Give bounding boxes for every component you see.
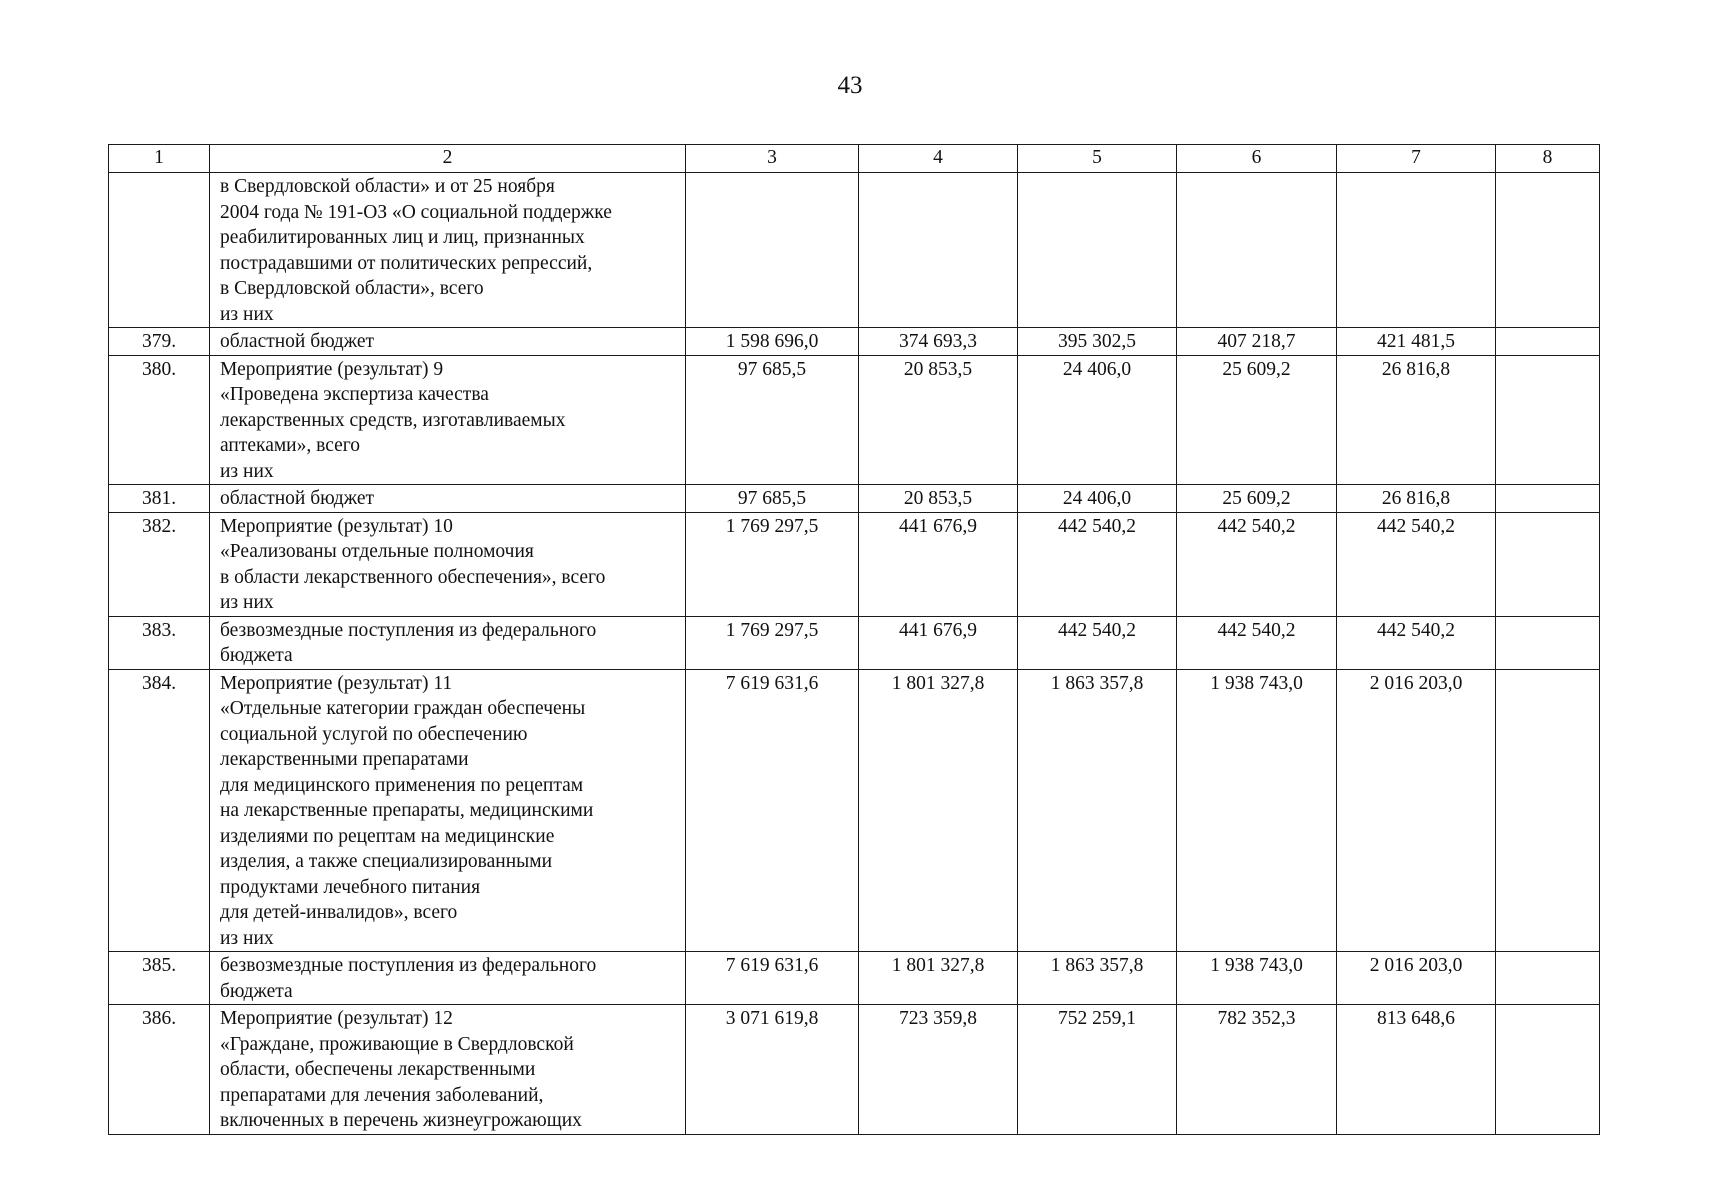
value-col7-cell: 2 016 203,0 [1337, 669, 1496, 952]
value-col7-cell: 813 648,6 [1337, 1005, 1496, 1135]
value-col8-cell [1496, 355, 1600, 485]
value-col6-cell: 25 609,2 [1177, 355, 1337, 485]
table-row [109, 952, 1600, 1005]
value-col3-cell: 7 619 631,6 [686, 669, 859, 952]
value-col6-cell: 1 938 743,0 [1177, 669, 1337, 952]
value-col7-cell [1337, 173, 1496, 328]
description-cell: областной бюджет [210, 485, 686, 513]
value-col6-cell: 25 609,2 [1177, 485, 1337, 513]
page-number: 43 [837, 72, 863, 99]
row-number-cell: 382. [109, 512, 210, 616]
header-cell-6: 6 [1177, 145, 1337, 173]
description-cell: в Свердловской области» и от 25 ноября 2004 года № 191-ОЗ «О социальной поддержке реабилитированных лиц и лиц, признанных пострадавшими от политических репрессий, в Свердловской области», всего из них [210, 173, 686, 328]
value-col4-cell: 1 801 327,8 [859, 952, 1018, 1005]
table-row [109, 512, 1600, 616]
table-row [109, 669, 1600, 952]
budget-table [108, 144, 1600, 1135]
value-col5-cell: 24 406,0 [1018, 355, 1177, 485]
value-col6-cell [1177, 173, 1337, 328]
header-row [109, 145, 1600, 173]
header-cell-8: 8 [1496, 145, 1600, 173]
value-col8-cell [1496, 485, 1600, 513]
row-number-cell [109, 173, 210, 328]
header-cell-2: 2 [210, 145, 686, 173]
row-number-cell: 385. [109, 952, 210, 1005]
value-col3-cell: 1 769 297,5 [686, 512, 859, 616]
value-col6-cell: 782 352,3 [1177, 1005, 1337, 1135]
description-cell: Мероприятие (результат) 9 «Проведена экспертиза качества лекарственных средств, изготавливаемых аптеками», всего из них [210, 355, 686, 485]
value-col7-cell: 421 481,5 [1337, 328, 1496, 356]
value-col4-cell: 1 801 327,8 [859, 669, 1018, 952]
value-col4-cell: 441 676,9 [859, 512, 1018, 616]
value-col3-cell: 1 598 696,0 [686, 328, 859, 356]
header-cell-5: 5 [1018, 145, 1177, 173]
value-col5-cell [1018, 173, 1177, 328]
value-col7-cell: 442 540,2 [1337, 512, 1496, 616]
row-number-cell: 386. [109, 1005, 210, 1135]
value-col3-cell: 97 685,5 [686, 355, 859, 485]
value-col6-cell: 442 540,2 [1177, 512, 1337, 616]
value-col5-cell: 752 259,1 [1018, 1005, 1177, 1135]
description-cell: областной бюджет [210, 328, 686, 356]
table-row [109, 173, 1600, 328]
value-col3-cell [686, 173, 859, 328]
value-col5-cell: 1 863 357,8 [1018, 952, 1177, 1005]
value-col8-cell [1496, 669, 1600, 952]
value-col4-cell: 374 693,3 [859, 328, 1018, 356]
value-col6-cell: 442 540,2 [1177, 616, 1337, 669]
value-col7-cell: 442 540,2 [1337, 616, 1496, 669]
value-col3-cell: 3 071 619,8 [686, 1005, 859, 1135]
description-cell: безвозмездные поступления из федерального бюджета [210, 952, 686, 1005]
table-row [109, 616, 1600, 669]
value-col5-cell: 442 540,2 [1018, 616, 1177, 669]
value-col8-cell [1496, 616, 1600, 669]
value-col4-cell: 20 853,5 [859, 485, 1018, 513]
table-body [109, 173, 1600, 1135]
description-cell: безвозмездные поступления из федерального бюджета [210, 616, 686, 669]
table-row [109, 485, 1600, 513]
value-col7-cell: 26 816,8 [1337, 355, 1496, 485]
table-row [109, 1005, 1600, 1135]
row-number-cell: 383. [109, 616, 210, 669]
value-col4-cell: 723 359,8 [859, 1005, 1018, 1135]
row-number-cell: 381. [109, 485, 210, 513]
header-cell-4: 4 [859, 145, 1018, 173]
value-col4-cell: 441 676,9 [859, 616, 1018, 669]
value-col5-cell: 24 406,0 [1018, 485, 1177, 513]
table-row [109, 355, 1600, 485]
value-col8-cell [1496, 952, 1600, 1005]
row-number-cell: 379. [109, 328, 210, 356]
description-cell: Мероприятие (результат) 11 «Отдельные категории граждан обеспечены социальной услугой по обеспечению лекарственными препаратами для медицинского применения по рецептам на лекарственные препараты, медицинскими изделиями по рецептам на медицинские изделия, а также специализированными продуктами лечебного питания для детей-инвалидов», всего из них [210, 669, 686, 952]
value-col8-cell [1496, 328, 1600, 356]
value-col8-cell [1496, 173, 1600, 328]
row-number-cell: 380. [109, 355, 210, 485]
value-col8-cell [1496, 1005, 1600, 1135]
value-col7-cell: 2 016 203,0 [1337, 952, 1496, 1005]
header-cell-3: 3 [686, 145, 859, 173]
row-number-cell: 384. [109, 669, 210, 952]
header-cell-7: 7 [1337, 145, 1496, 173]
value-col6-cell: 1 938 743,0 [1177, 952, 1337, 1005]
value-col5-cell: 1 863 357,8 [1018, 669, 1177, 952]
value-col8-cell [1496, 512, 1600, 616]
value-col6-cell: 407 218,7 [1177, 328, 1337, 356]
value-col3-cell: 1 769 297,5 [686, 616, 859, 669]
value-col5-cell: 395 302,5 [1018, 328, 1177, 356]
value-col4-cell [859, 173, 1018, 328]
value-col3-cell: 7 619 631,6 [686, 952, 859, 1005]
table-row [109, 328, 1600, 356]
description-cell: Мероприятие (результат) 10 «Реализованы отдельные полномочия в области лекарственного обеспечения», всего из них [210, 512, 686, 616]
value-col3-cell: 97 685,5 [686, 485, 859, 513]
value-col5-cell: 442 540,2 [1018, 512, 1177, 616]
header-cell-1: 1 [109, 145, 210, 173]
value-col4-cell: 20 853,5 [859, 355, 1018, 485]
value-col7-cell: 26 816,8 [1337, 485, 1496, 513]
description-cell: Мероприятие (результат) 12 «Граждане, проживающие в Свердловской области, обеспечены лекарственными препаратами для лечения заболеваний, включенных в перечень жизнеугрожающих [210, 1005, 686, 1135]
